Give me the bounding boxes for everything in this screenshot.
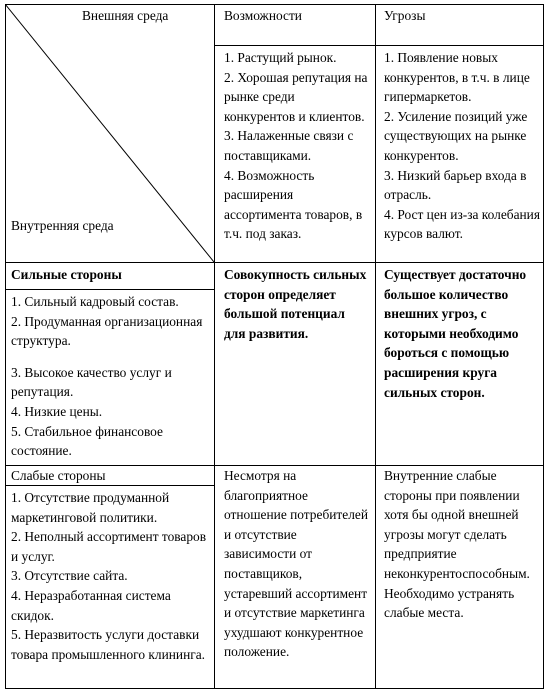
header-opportunities: Возможности <box>224 8 302 23</box>
weakness-item: 4. Неразработанная система скидок. <box>11 587 171 623</box>
strength-item: 5. Стабильное финансовое состояние. <box>11 423 163 459</box>
strength-item: 4. Низкие цены. <box>11 403 103 419</box>
opportunity-item: 2. Хорошая репутация на рынке среди конкурентов и клиентов. <box>224 69 368 124</box>
strengths-list <box>11 292 209 461</box>
threat-item: 2. Усиление позиций уже существующих на рынке конкурентов. <box>384 108 528 163</box>
weaknesses-title: Слабые стороны <box>11 468 106 483</box>
column-divider-2 <box>375 4 376 689</box>
weaknesses-threats-text: Внутренние слабые стороны при появлении хотя бы одной внешней угрозы могут сделать предприятие неконкурентоспособным. Необходимо устранять слабые места. <box>384 468 530 621</box>
threat-item: 3. Низкий барьер входа в отрасль. <box>384 167 527 203</box>
strength-item: 3. Высокое качество услуг и репутация. <box>11 364 172 400</box>
strengths-opportunities-text: Совокупность сильных сторон определяет большой потенциал для развития. <box>224 267 367 341</box>
header-internal: Внутренняя среда <box>11 218 114 233</box>
weakness-item: 2. Неполный ассортимент товаров и услуг. <box>11 529 207 564</box>
weakness-item: 5. Неразвитость услуги доставки товара промышленного клининга. <box>11 627 206 662</box>
weakness-item: 1. Отсутствие продуманной маркетинговой политики. <box>11 490 170 525</box>
table-border-right <box>543 4 544 689</box>
opportunity-item: 4. Возможность расширения ассортимента товаров, в т.ч. под заказ. <box>224 167 363 242</box>
weaknesses-opportunities-text: Несмотря на благоприятное отношение потребителей и отсутствие зависимости от поставщиков, устаревший ассортимент и отсутствие маркетинга ухудшают конкурентное положение. <box>224 468 369 660</box>
threat-item: 4. Рост цен из-за колебания курсов валют. <box>384 206 541 242</box>
row-divider-1 <box>5 262 544 263</box>
strengths-title: Сильные стороны <box>11 267 122 282</box>
weaknesses-list <box>11 488 209 664</box>
header-external: Внешняя среда <box>82 8 169 23</box>
table-border-bottom <box>5 688 544 689</box>
header-subdivider <box>214 45 544 46</box>
column-divider-1 <box>214 4 215 689</box>
strength-item: 1. Сильный кадровый состав. <box>11 294 179 309</box>
opportunities-list <box>224 48 369 244</box>
threats-list <box>384 48 540 244</box>
strengths-threats-text: Существует достаточно большое количество внешних угроз, с которыми необходимо бороться с помощью расширения круга сильных сторон. <box>384 267 527 400</box>
strengths-title-divider <box>5 289 214 290</box>
opportunity-item: 1. Растущий рынок. <box>224 50 337 65</box>
threat-item: 1. Появление новых конкурентов, в т.ч. в лице гипермаркетов. <box>384 50 530 105</box>
strength-item: 2. Продуманная организационная структура. <box>11 313 203 349</box>
opportunity-item: 3. Налаженные связи с поставщиками. <box>224 128 354 163</box>
weakness-item: 3. Отсутствие сайта. <box>11 568 128 584</box>
header-threats: Угрозы <box>384 8 426 23</box>
